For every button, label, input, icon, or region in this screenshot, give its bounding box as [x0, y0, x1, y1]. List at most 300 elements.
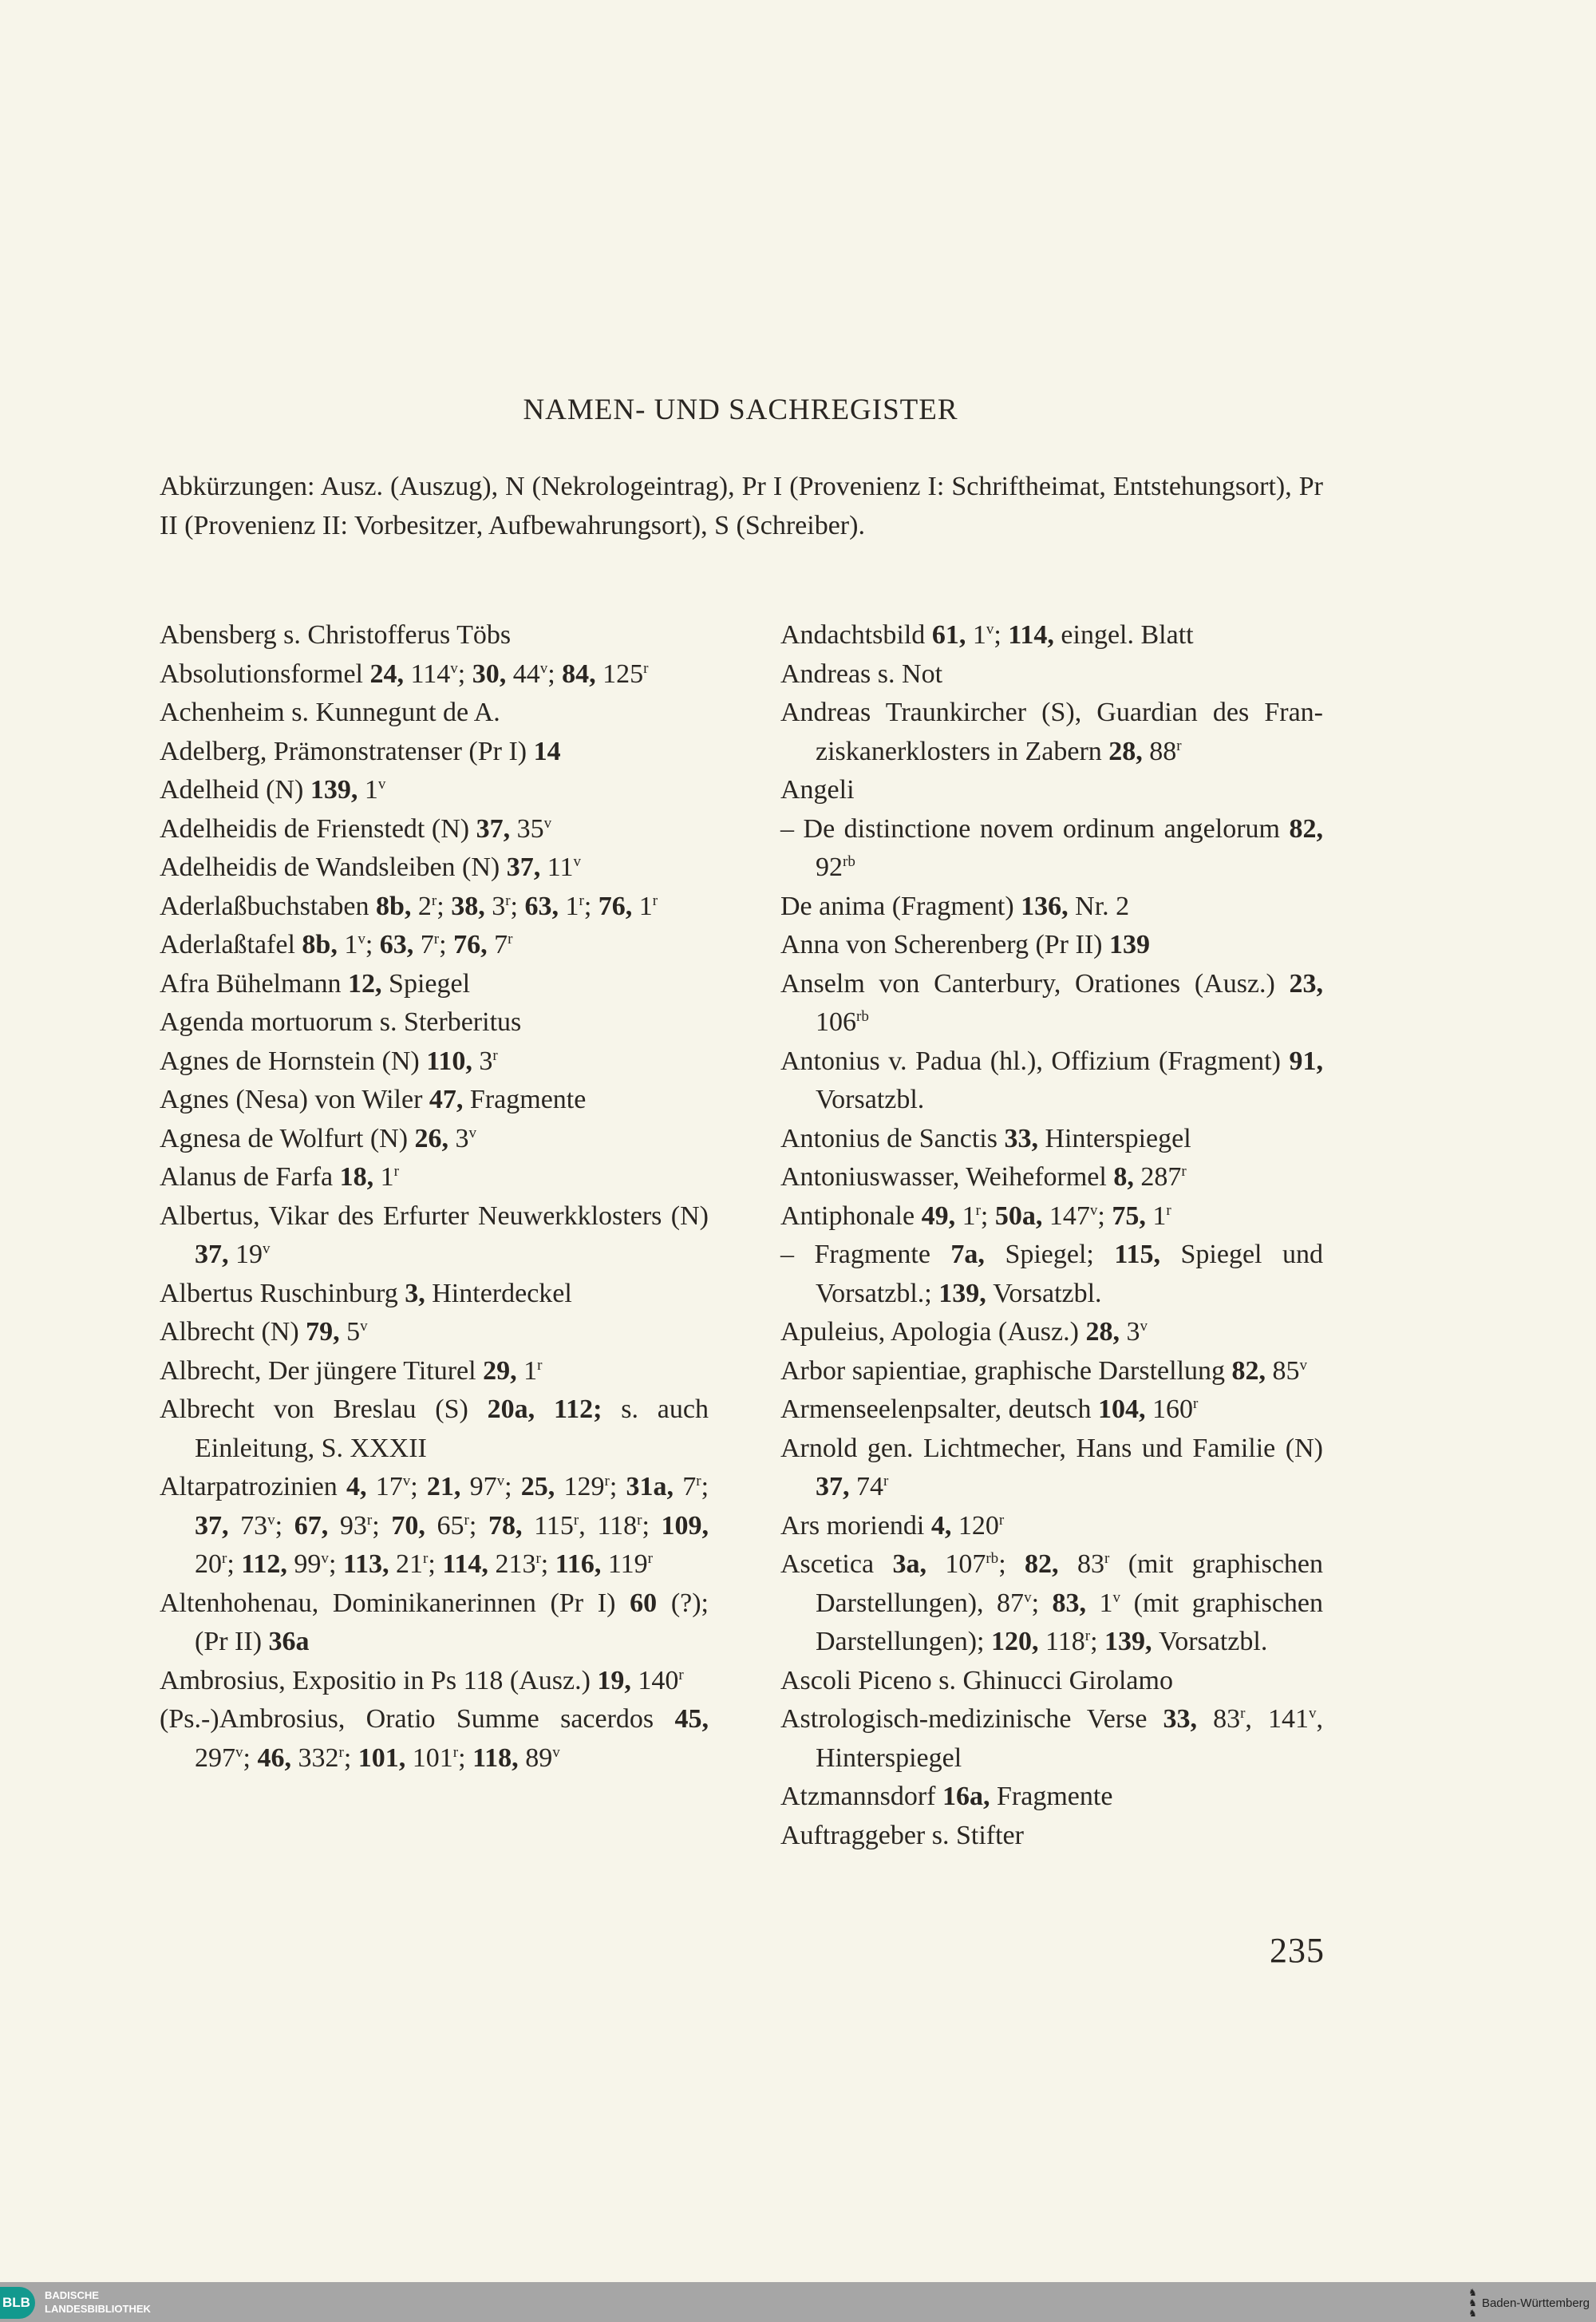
- folio-side-superscript: r: [222, 1550, 227, 1568]
- entry-text: Andachtsbild: [780, 620, 932, 650]
- index-entry: [780, 1545, 1323, 1662]
- manuscript-reference: 110,: [426, 1046, 480, 1076]
- folio-side-superscript: r: [1181, 1163, 1187, 1181]
- index-entry: [780, 810, 1323, 888]
- manuscript-reference: 21,: [426, 1472, 470, 1501]
- entry-text: ;: [504, 1472, 521, 1501]
- manuscript-reference: 76,: [453, 930, 495, 959]
- manuscript-reference: 33,: [1004, 1123, 1045, 1153]
- entry-text: ;: [468, 1510, 488, 1541]
- folio-side-superscript: r: [652, 892, 658, 909]
- entry-text: , Hinterspiegel: [816, 1704, 1323, 1773]
- entry-text: Andreas s. Not: [780, 659, 943, 689]
- manuscript-reference: 101,: [358, 1742, 413, 1773]
- entry-text: , 141: [1245, 1704, 1309, 1734]
- manuscript-reference: 104,: [1098, 1394, 1152, 1424]
- entry-text: (Ps.-)Ambrosius, Oratio Summe sacerdos: [160, 1704, 675, 1734]
- entry-text: 85: [1272, 1355, 1300, 1386]
- manuscript-reference: 45,: [674, 1704, 709, 1734]
- manuscript-reference: 26,: [414, 1123, 456, 1153]
- manuscript-reference: 37,: [195, 1510, 241, 1541]
- folio-side-superscript: r: [579, 892, 584, 909]
- library-name-line2: LANDESBIBLIOTHEK: [45, 2303, 151, 2315]
- manuscript-reference: 82,: [1025, 1549, 1077, 1579]
- manuscript-reference: 120,: [991, 1627, 1045, 1656]
- entry-text: 1: [972, 620, 986, 650]
- index-entry: [780, 1778, 1323, 1817]
- state-logo[interactable]: [1468, 2287, 1590, 2319]
- manuscript-reference: 70,: [391, 1510, 437, 1541]
- footer-bar: [0, 2282, 1596, 2322]
- entry-text: Adelheid (N): [160, 775, 310, 805]
- manuscript-reference: 50a,: [994, 1201, 1049, 1231]
- entry-text: 3: [455, 1123, 469, 1153]
- manuscript-reference: 28,: [1108, 736, 1150, 766]
- entry-text: 297: [195, 1742, 235, 1773]
- manuscript-reference: 20a, 112;: [487, 1394, 622, 1424]
- manuscript-reference: 113,: [342, 1549, 397, 1579]
- folio-side-superscript: v: [267, 1511, 275, 1529]
- entry-text: Ambrosius, Expositio in Ps 118 (Ausz.): [160, 1665, 598, 1695]
- entry-text: Albrecht von Breslau (S): [160, 1394, 488, 1424]
- index-entry: [160, 1313, 709, 1352]
- folio-side-superscript: r: [1240, 1705, 1246, 1723]
- folio-side-superscript: r: [696, 1473, 701, 1490]
- folio-side-superscript: v: [496, 1473, 505, 1490]
- entry-text: 119: [607, 1549, 648, 1579]
- folio-side-superscript: r: [637, 1511, 642, 1529]
- entry-text: 1: [1152, 1201, 1167, 1231]
- entry-text: Nr. 2: [1075, 891, 1130, 921]
- entry-text: 83: [1077, 1549, 1104, 1579]
- entry-text: 99: [294, 1549, 322, 1579]
- index-column-right: [780, 616, 1323, 1855]
- manuscript-reference: 28,: [1085, 1317, 1127, 1347]
- index-entry: [780, 1507, 1323, 1546]
- index-entry: [780, 1352, 1323, 1391]
- folio-side-superscript: r: [393, 1163, 399, 1181]
- entry-text: Altarpatrozinien: [160, 1472, 347, 1501]
- entry-text: 89: [525, 1742, 553, 1773]
- entry-text: 332: [298, 1742, 339, 1773]
- manuscript-reference: 49,: [921, 1201, 962, 1231]
- folio-side-superscript: v: [1112, 1588, 1121, 1606]
- entry-text: Albrecht (N): [160, 1317, 306, 1347]
- index-entry: [160, 848, 709, 888]
- folio-side-superscript: v: [539, 659, 548, 677]
- index-entry: [160, 1584, 709, 1662]
- entry-text: Fragmente: [469, 1085, 587, 1114]
- index-entry: [160, 1468, 709, 1584]
- folio-side-superscript: r: [464, 1511, 469, 1529]
- manuscript-reference: 67,: [294, 1510, 340, 1541]
- entry-text: 1: [364, 775, 378, 805]
- index-entry: [160, 1700, 709, 1778]
- manuscript-reference: 82,: [1231, 1355, 1273, 1386]
- abbreviations-note: Abkürzungen: Ausz. (Auszug), N (Nekrologeintrag), Pr I (Provenienz I: Schriftheimat, Entstehungsort), Pr II (Provenienz II: Vorbesitzer, Aufbewahrungsort), S (Schreiber).: [160, 472, 1323, 540]
- entry-text: Agnes de Hornstein (N): [160, 1046, 427, 1076]
- manuscript-reference: 75,: [1112, 1201, 1153, 1231]
- manuscript-reference: 139,: [1104, 1627, 1159, 1656]
- entry-text: Angeli: [780, 775, 855, 805]
- manuscript-reference: 139,: [310, 775, 365, 805]
- folio-side-superscript: r: [431, 892, 437, 909]
- entry-text: 83: [1213, 1704, 1241, 1734]
- entry-text: – Fragmente: [780, 1240, 951, 1269]
- entry-text: ;: [1097, 1201, 1112, 1231]
- entry-text: 3: [492, 891, 506, 921]
- entry-text: Absolutionsformel: [160, 659, 370, 689]
- manuscript-reference: 16a,: [942, 1782, 998, 1811]
- entry-text: 147: [1049, 1201, 1090, 1231]
- entry-text: ;: [372, 1510, 392, 1541]
- manuscript-reference: 4,: [930, 1510, 958, 1541]
- entry-text: 120: [958, 1510, 999, 1541]
- manuscript-reference: 139,: [938, 1278, 994, 1308]
- entry-text: Altenhohenau, Dominikanerinnen (Pr I): [160, 1588, 630, 1618]
- entry-text: Achenheim s. Kunnegunt de A.: [160, 698, 500, 727]
- entry-text: ;: [328, 1549, 343, 1579]
- entry-text: Spiegel;: [1005, 1240, 1115, 1269]
- entry-text: 7: [682, 1472, 697, 1501]
- entry-text: Hinterspiegel: [1045, 1123, 1191, 1153]
- folio-side-superscript: r: [678, 1666, 684, 1683]
- entry-text: 73: [240, 1510, 268, 1541]
- entry-text: 92: [816, 852, 843, 882]
- entry-text: Aderlaßbuchstaben: [160, 891, 376, 921]
- entry-text: 11: [547, 852, 574, 882]
- index-entry: [780, 1236, 1323, 1313]
- index-entry: [780, 1390, 1323, 1430]
- entry-text: Albertus, Vikar des Erfurter Neuwerkklosters (N): [160, 1201, 709, 1231]
- index-entry: [780, 926, 1323, 965]
- entry-text: eingel. Blatt: [1061, 620, 1194, 650]
- library-name[interactable]: [45, 2288, 151, 2316]
- entry-text: ;: [437, 891, 452, 921]
- entry-text: Alanus de Farfa: [160, 1162, 340, 1192]
- entry-text: ;: [227, 1549, 242, 1579]
- entry-text: Adelberg, Prämonstratenser (Pr I): [160, 736, 534, 766]
- index-entry: [160, 810, 709, 849]
- folio-side-superscript: v: [552, 1743, 560, 1761]
- entry-text: Agnes (Nesa) von Wiler: [160, 1085, 429, 1114]
- manuscript-reference: 8,: [1113, 1162, 1141, 1192]
- index-entry: [160, 926, 709, 965]
- folio-side-superscript: r: [604, 1473, 610, 1490]
- manuscript-reference: 37,: [476, 813, 517, 844]
- index-entry: [160, 733, 709, 772]
- folio-side-superscript: r: [647, 1550, 653, 1568]
- entry-text: ;: [275, 1510, 294, 1541]
- index-entry: [160, 771, 709, 810]
- page-number: 235: [1270, 1931, 1325, 1970]
- manuscript-reference: 61,: [931, 620, 973, 650]
- entry-text: 7: [494, 930, 508, 959]
- entry-text: 1: [638, 891, 653, 921]
- index-entry: [780, 1120, 1323, 1159]
- entry-text: ;: [642, 1510, 662, 1541]
- folio-side-superscript: rb: [986, 1550, 999, 1568]
- index-entry: [780, 1430, 1323, 1507]
- entry-text: Ascetica: [780, 1549, 893, 1579]
- entry-text: Anna von Scherenberg (Pr II): [780, 930, 1109, 959]
- entry-text: Vorsatzbl.: [816, 1085, 925, 1114]
- index-entry: [160, 1662, 709, 1701]
- folio-side-superscript: v: [360, 1318, 368, 1335]
- manuscript-reference: 3a,: [892, 1549, 946, 1579]
- index-entry: [780, 694, 1323, 771]
- entry-text: Andreas Traunkircher (S), Guardian des Franziskanerklosters in Zabern: [780, 698, 1323, 766]
- entry-text: Arnold gen. Lichtmecher, Hans und Familie (N): [780, 1433, 1323, 1463]
- entry-text: Albertus Ruschinburg: [160, 1278, 405, 1308]
- entry-text: ;: [609, 1472, 626, 1501]
- entry-text: ;: [410, 1472, 427, 1501]
- manuscript-reference: 63,: [524, 891, 566, 921]
- manuscript-reference: 37,: [506, 852, 547, 882]
- folio-side-superscript: v: [1089, 1201, 1098, 1219]
- lions-crest-icon: ♞ ♞ ♞: [1468, 2286, 1477, 2319]
- entry-text: 19: [235, 1240, 263, 1269]
- manuscript-reference: 29,: [483, 1355, 524, 1386]
- entry-text: ;: [1031, 1588, 1053, 1618]
- index-entry: [160, 655, 709, 694]
- library-name-line1: BADISCHE: [45, 2289, 99, 2301]
- entry-text: Spiegel und Vorsatzbl.;: [816, 1240, 1324, 1308]
- folio-side-superscript: v: [468, 1124, 477, 1141]
- entry-text: 3: [1126, 1317, 1140, 1347]
- manuscript-reference: 31a,: [626, 1472, 683, 1501]
- folio-side-superscript: v: [573, 853, 582, 871]
- entry-text: 287: [1140, 1162, 1182, 1192]
- entry-text: 97: [469, 1472, 497, 1501]
- folio-side-superscript: r: [505, 892, 511, 909]
- index-entry: [160, 616, 709, 655]
- entry-text: 88: [1149, 736, 1177, 766]
- manuscript-reference: 18,: [339, 1162, 381, 1192]
- entry-text: 5: [346, 1317, 361, 1347]
- entry-text: Armenseelenpsalter, deutsch: [780, 1394, 1098, 1424]
- index-entry: [160, 694, 709, 733]
- manuscript-reference: 12,: [348, 968, 389, 999]
- manuscript-reference: 84,: [562, 659, 603, 689]
- index-entry: [780, 1662, 1323, 1701]
- index-entry: [160, 1352, 709, 1391]
- manuscript-reference: 139: [1108, 930, 1150, 959]
- index-entry: [780, 1197, 1323, 1236]
- index-entry: [780, 1700, 1323, 1778]
- manuscript-reference: 60: [630, 1588, 658, 1618]
- folio-side-superscript: v: [263, 1240, 271, 1258]
- entry-text: 140: [638, 1665, 679, 1695]
- entry-text: 1: [344, 930, 358, 959]
- entry-text: (mit graphischen Darstellungen), 87: [816, 1549, 1324, 1618]
- folio-side-superscript: r: [535, 1550, 541, 1568]
- entry-text: Atzmannsdorf: [780, 1782, 943, 1811]
- entry-text: Antoniuswasser, Weiheformel: [780, 1162, 1114, 1192]
- entry-text: ;: [457, 659, 472, 689]
- page-title: NAMEN- UND SACHREGISTER: [523, 394, 958, 426]
- entry-text: Vorsatzbl.: [993, 1278, 1102, 1308]
- entry-text: 125: [602, 659, 644, 689]
- manuscript-reference: 47,: [429, 1085, 470, 1114]
- manuscript-reference: 82,: [1289, 813, 1323, 844]
- folio-side-superscript: r: [508, 931, 513, 948]
- entry-text: Apuleius, Apologia (Ausz.): [780, 1317, 1086, 1347]
- entry-text: 107: [945, 1549, 986, 1579]
- entry-text: 1: [565, 891, 579, 921]
- manuscript-reference: 136,: [1021, 891, 1076, 921]
- folio-side-superscript: r: [1104, 1550, 1110, 1568]
- manuscript-reference: 78,: [488, 1510, 535, 1541]
- entry-text: Ascoli Piceno s. Ghinucci Girolamo: [780, 1665, 1173, 1695]
- manuscript-reference: 37,: [816, 1472, 856, 1501]
- entry-text: 129: [563, 1472, 605, 1501]
- entry-text: Vorsatzbl.: [1159, 1627, 1268, 1656]
- index-entry: [780, 1313, 1323, 1352]
- index-entry: [780, 965, 1323, 1042]
- folio-side-superscript: v: [235, 1743, 243, 1761]
- entry-text: Albrecht, Der jüngere Titurel: [160, 1355, 484, 1386]
- manuscript-reference: 36a: [268, 1627, 310, 1656]
- index-entry: [160, 1390, 709, 1468]
- index-entry: [780, 1158, 1323, 1197]
- entry-text: Afra Bühelmann: [160, 968, 349, 999]
- folio-side-superscript: v: [1140, 1318, 1148, 1335]
- entry-text: Agnesa de Wolfurt (N): [160, 1123, 415, 1153]
- folio-side-superscript: v: [402, 1473, 411, 1490]
- entry-text: Anselm von Canterbury, Orationes (Ausz.): [780, 968, 1290, 999]
- entry-text: ;: [540, 1549, 555, 1579]
- entry-text: 3: [479, 1046, 493, 1076]
- index-entry: [160, 1081, 709, 1120]
- folio-side-superscript: rb: [843, 853, 855, 871]
- manuscript-reference: 38,: [451, 891, 492, 921]
- manuscript-reference: 24,: [369, 659, 411, 689]
- manuscript-reference: 118,: [472, 1742, 526, 1773]
- manuscript-reference: 46,: [257, 1742, 298, 1773]
- index-entry: [160, 965, 709, 1004]
- manuscript-reference: 4,: [346, 1472, 376, 1501]
- index-entry: [160, 1197, 709, 1275]
- entry-text: 35: [516, 813, 544, 844]
- entry-text: (?); (Pr II): [195, 1588, 709, 1656]
- entry-text: ;: [458, 1742, 473, 1773]
- manuscript-reference: 23,: [1289, 968, 1323, 999]
- manuscript-reference: 3,: [405, 1278, 433, 1308]
- entry-text: Auftraggeber s. Stifter: [780, 1820, 1024, 1850]
- entry-text: ;: [365, 930, 380, 959]
- manuscript-reference: 114,: [1008, 620, 1061, 650]
- entry-text: ;: [1090, 1627, 1105, 1656]
- folio-side-superscript: r: [423, 1550, 429, 1568]
- manuscript-reference: 25,: [520, 1472, 564, 1501]
- folio-side-superscript: r: [366, 1511, 373, 1529]
- entry-text: 101: [412, 1742, 453, 1773]
- folio-side-superscript: r: [573, 1511, 579, 1529]
- entry-text: Astrologisch-medizinische Verse: [780, 1704, 1163, 1734]
- entry-text: ;: [428, 1549, 443, 1579]
- manuscript-reference: 30,: [472, 659, 513, 689]
- index-entry: [160, 888, 709, 927]
- entry-text: Antonius de Sanctis: [780, 1123, 1005, 1153]
- manuscript-reference: 116,: [555, 1549, 608, 1579]
- index-entry: [160, 1275, 709, 1314]
- manuscript-reference: 91,: [1289, 1046, 1323, 1076]
- entry-text: (mit graphischen Darstellungen);: [816, 1588, 1324, 1656]
- manuscript-reference: 14: [533, 736, 561, 766]
- entry-text: s. auch Einleitung, S. XXXII: [195, 1394, 709, 1463]
- entry-text: ;: [343, 1742, 358, 1773]
- folio-side-superscript: v: [358, 931, 365, 948]
- entry-text: 1: [380, 1162, 394, 1192]
- index-entry: [780, 771, 1323, 810]
- entry-text: 115: [534, 1510, 574, 1541]
- folio-side-superscript: r: [998, 1511, 1005, 1529]
- entry-text: 160: [1152, 1394, 1193, 1424]
- index-entry: [780, 616, 1323, 655]
- entry-text: Adelheidis de Wandsleiben (N): [160, 852, 507, 882]
- folio-side-superscript: rb: [856, 1008, 869, 1026]
- manuscript-reference: 63,: [379, 930, 421, 959]
- index-entry: [780, 1817, 1323, 1856]
- manuscript-reference: 8b,: [302, 930, 345, 959]
- entry-text: 21: [396, 1549, 424, 1579]
- entry-text: 74: [856, 1472, 883, 1501]
- manuscript-reference: 8b,: [375, 891, 418, 921]
- entry-text: 114: [410, 659, 451, 689]
- entry-text: , 118: [579, 1510, 638, 1541]
- entry-text: ;: [439, 930, 454, 959]
- index-column-left: [160, 616, 709, 1778]
- entry-text: 1: [962, 1201, 976, 1231]
- folio-side-superscript: v: [377, 776, 386, 793]
- manuscript-reference: 19,: [597, 1665, 638, 1695]
- manuscript-reference: 109,: [661, 1510, 709, 1541]
- entry-text: 118: [1045, 1627, 1085, 1656]
- entry-text: Arbor sapientiae, graphische Darstellung: [780, 1355, 1232, 1386]
- manuscript-reference: 79,: [306, 1317, 347, 1347]
- entry-text: 7: [420, 930, 434, 959]
- entry-text: ;: [701, 1472, 709, 1501]
- folio-side-superscript: v: [450, 659, 458, 677]
- entry-text: ;: [510, 891, 525, 921]
- manuscript-reference: 114,: [442, 1549, 496, 1579]
- index-entry: [160, 1120, 709, 1159]
- entry-text: 1: [1099, 1588, 1113, 1618]
- folio-side-superscript: r: [1084, 1628, 1091, 1645]
- entry-text: ;: [994, 620, 1009, 650]
- entry-text: ;: [583, 891, 598, 921]
- index-entry: [160, 1158, 709, 1197]
- entry-text: 1: [523, 1355, 538, 1386]
- entry-text: 213: [495, 1549, 536, 1579]
- folio-side-superscript: r: [1193, 1395, 1199, 1413]
- entry-text: Antonius v. Padua (hl.), Offizium (Fragment): [780, 1046, 1290, 1076]
- folio-side-superscript: r: [452, 1743, 459, 1761]
- entry-text: Antiphonale: [780, 1201, 922, 1231]
- blb-logo-icon[interactable]: BLB: [0, 2287, 35, 2319]
- manuscript-reference: 115,: [1114, 1240, 1181, 1269]
- manuscript-reference: 33,: [1163, 1704, 1214, 1734]
- index-entry: [780, 888, 1323, 927]
- entry-text: Spiegel: [389, 968, 471, 999]
- entry-text: 44: [512, 659, 540, 689]
- entry-text: 106: [816, 1007, 856, 1037]
- entry-text: Adelheidis de Frienstedt (N): [160, 813, 476, 844]
- entry-text: 2: [417, 891, 432, 921]
- folio-side-superscript: v: [986, 621, 994, 639]
- folio-side-superscript: r: [1176, 737, 1182, 754]
